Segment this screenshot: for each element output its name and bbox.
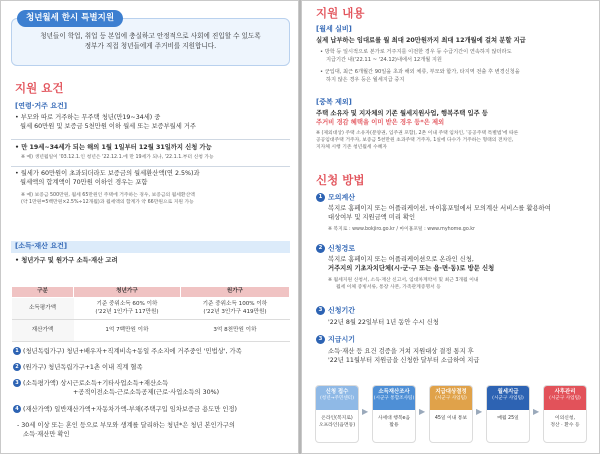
flow-step-body: 사세대 행복e음 활용 [377, 416, 411, 428]
flow-step-subtitle: (시군구 통합조사팀) [373, 396, 415, 402]
intro-line-2: 정부가 직접 청년들에게 주거비를 지원합니다. [84, 41, 217, 50]
step-2-title [316, 244, 355, 254]
step-3-label: 신청기간 [328, 306, 356, 315]
support-note-3: • 군입대, 최근 6개월간 90일을 초과 해외 체류, 부모와 합가, 타지역 전출 후 변경신청을 [320, 69, 520, 76]
duplicate-note-1: ※ (제외대상) 주택 소유자(분양권, 입주권 포함), 2촌 이내 주택 임차인, '공공주택 특별법'에 따른 [316, 131, 519, 136]
divider [11, 166, 290, 167]
age-note-2 [21, 193, 291, 207]
step-2-line-2: 거주지의 기초자치단체(시·군·구 또는 읍·면·동)로 방문 신청 [328, 264, 495, 272]
flow-step-3 [429, 385, 473, 443]
flow-step-head [487, 386, 529, 410]
step-2-note-2: 월세 이체 증빙서류, 통장 사본, 가족관계증명서 등 [336, 284, 441, 290]
step-2-text [328, 256, 598, 274]
support-note-2: 지급기간 내('22.11 ~ '24.12)내에서 12개월 지원 [326, 56, 442, 63]
flow-step-body: 매월 25일 [497, 416, 519, 421]
income-requirements-title: [소득·재산 요건] [15, 242, 68, 250]
definition-item-3 [13, 379, 293, 398]
support-title: [월세 실비] [316, 25, 352, 33]
requirements-title: 지원 요건 [15, 81, 64, 95]
flow-step-5 [543, 385, 587, 443]
flow-step-title: 소득재산조사 [378, 389, 410, 395]
definition-note-line-1: - 30세 이상 또는 혼인 등으로 부모와 생계를 달리하는 청년*은 청년 본인가구의 [17, 422, 235, 429]
definition-note-line-2: 소득·재산만 확인 [23, 430, 70, 438]
flow-step-title: 신청 접수 [325, 389, 349, 395]
step-1-note: ※ 복지로 : www.bokjiro.go.kr / 마이홈포털 : www.myhome.go.kr [328, 227, 475, 232]
step-number: 3 [316, 335, 325, 344]
flow-step-body: 온라인(복지로) 오프라인(읍면동) [318, 416, 356, 428]
step-3-text: '22년 8월 22일부터 1년 동안 수시 신청 [328, 319, 439, 326]
table-cell: 기준 중위소득 60% 이하 ('22년 1인가구 117만원) [74, 298, 181, 320]
step-number: 1 [316, 193, 325, 202]
flow-step-subtitle: (청년→주민센터) [319, 396, 355, 402]
definition-text: (원가구) 청년독립가구+1촌 이내 직계 혈족 [23, 364, 143, 371]
step-4-line-1: 소득·재산 등 요건 검증을 거쳐 지원대상 결정 통지 후 [328, 348, 474, 355]
flow-step-subtitle: (시군구 사업팀) [435, 396, 467, 402]
step-2-label: 신청경로 [328, 244, 356, 253]
age-requirements-title: [연령·거주 요건] [15, 102, 68, 110]
step-1-title [316, 193, 355, 203]
age-bullet-3 [15, 170, 290, 188]
flow-step-head [544, 386, 586, 410]
flow-arrow-icon: ▶ [419, 407, 426, 416]
duplicate-notes [316, 131, 596, 152]
age-bullet-1 [15, 114, 290, 132]
step-number: 2 [316, 244, 325, 253]
step-3-title [316, 306, 355, 316]
age-note-2-line-2: (약 1만원=5백만원×2.5%÷12개월)과 월세액의 합계가 약 66만원으로 지원 가능 [21, 199, 194, 205]
right-page [301, 0, 600, 454]
flow-step-head [316, 386, 358, 410]
duplicate-text [316, 110, 596, 128]
number-badge: 4 [13, 405, 21, 413]
age-bullet-3-line-1: • 월세가 60만원이 초과되더라도 보증금의 월세환산액(연 2.5%)과 [15, 170, 200, 177]
definition-note [17, 422, 293, 440]
step-1-line-1: 복지로 홈페이지 또는 어플리케이션, 마이홈포털에서 모의계산 서비스를 활용하여 [328, 205, 551, 212]
duplicate-note-2: 공공임대주택 거주자, 보증금 5천만원 초과주택 거주자, 1실에 다수가 거주하는 형태의 전차인, [316, 137, 514, 143]
table-cell: 재산가액 [12, 320, 74, 342]
table-header: 구분 [12, 287, 74, 298]
flow-step-head [430, 386, 472, 410]
step-4-label: 지급시기 [328, 335, 356, 344]
duplicate-line-2: 주거비 경감 혜택을 이미 받은 경우 등*은 제외 [316, 118, 445, 126]
age-bullet-1-line-2: 월세 60만원 및 보증금 5천만원 이하 월세 또는 보증부월세 거주 [20, 122, 197, 130]
step-2-line-1: 복지로 홈페이지 또는 어플리케이션으로 온라인 신청, [328, 256, 474, 263]
left-page [0, 0, 299, 454]
table-header: 청년가구 [74, 287, 181, 298]
flow-step-title: 월세지급 [497, 389, 519, 395]
flow-step-4 [486, 385, 530, 443]
income-table [11, 286, 290, 342]
support-note-4: 하지 않은 경우 등은 월세지급 중지 [326, 76, 405, 83]
step-4-text [328, 348, 598, 366]
flow-step-subtitle: (시군구 사업팀) [549, 396, 581, 402]
income-bullet-1: • 청년가구 및 원가구 소득·재산 고려 [15, 257, 118, 264]
content-title: 지원 내용 [316, 6, 365, 20]
step-number: 3 [316, 306, 325, 315]
table-row [12, 298, 290, 320]
duplicate-title: [중복 제외] [316, 98, 352, 106]
age-bullet-1-line-1: • 부모와 따로 거주하는 무주택 청년(만19~34세) 중 [15, 114, 161, 121]
flow-step-2 [372, 385, 416, 443]
number-badge: 3 [13, 379, 21, 387]
flow-step-title: 사후관리 [554, 389, 576, 395]
number-badge: 2 [13, 363, 21, 371]
age-bullet-2: • 만 19세~34세가 되는 해의 1월 1일부터 12월 31일까지 신청 가능 [15, 144, 212, 151]
flow-arrow-icon: ▶ [533, 407, 540, 416]
flow-step-head [373, 386, 415, 410]
duplicate-line-1: 주택 소유자 및 지자체의 기존 월세지원사업, 행복주택 입주 등 [316, 110, 488, 117]
duplicate-note-3: 지자체 시행 기존 청년월세 수혜자 [316, 144, 387, 150]
table-cell: 3억 8천만원 이하 [180, 320, 289, 342]
flow-arrow-icon: ▶ [476, 407, 483, 416]
apply-title: 신청 방법 [316, 173, 365, 187]
step-2-note-1: ※ 월세지원 신청서, 소득·재산 신고서, 임대차계약서 및 최근 3개월 이내 [328, 278, 479, 283]
support-note-1: • 방학 등 일시적으로 본가로 거주지를 이전한 경우 등 수급기간이 연속하지 않더라도 [320, 49, 512, 55]
banner-title: 청년월세 한시 특별지원 [17, 10, 123, 27]
table-row [12, 320, 290, 342]
definition-item-1 [13, 347, 293, 357]
flow-step-1 [315, 385, 359, 443]
table-cell: 기준 중위소득 100% 이하 ('22년 3인가구 419만원) [180, 298, 289, 320]
step-2-notes [328, 278, 598, 292]
step-1-text [328, 205, 598, 223]
definition-text: (청년독립가구) 청년+배우자+직계비속+동일 주소지에 거주중인 '민법상', 가족 [23, 348, 242, 355]
divider [11, 139, 290, 140]
table-cell: 소득평가액 [12, 298, 74, 320]
definition-text: +공적이전소득-근로소득공제(근로·사업소득의 30%) [73, 388, 220, 396]
definition-text: (소득평가액) 상시근로소득+기타사업소득+재산소득 [23, 380, 169, 387]
number-badge: 1 [13, 347, 21, 355]
step-4-title [316, 335, 355, 345]
table-cell: 1억 7백만원 이하 [74, 320, 181, 342]
step-4-line-2: '22년 11월부터 지원금을 신청한 달부터 소급하여 지급 [328, 356, 480, 364]
flow-step-subtitle: (시군구 사업팀) [492, 396, 524, 402]
age-bullet-3-line-2: 월세액의 합계액이 70만원 이하인 경우는 포함 [20, 178, 148, 186]
table-header: 원가구 [180, 287, 289, 298]
support-notes [320, 49, 598, 84]
definition-item-4 [13, 405, 293, 415]
flow-arrow-icon: ▶ [362, 407, 369, 416]
age-note-2-line-1: ※ 예) 보증금 500만원, 월세 65만원인 주택에 거주하는 경우, 보증금의 월세환산액 [21, 193, 195, 198]
definition-text: (재산가액) 일반재산가액+자동차가액-부채(주택구입 임차보증금 용도만 인정) [23, 406, 237, 413]
step-1-line-2: 대상여부 및 지원금액 미리 확인 [328, 213, 416, 221]
definition-item-2 [13, 363, 293, 373]
flow-step-body: 45일 이내 통보 [434, 416, 468, 421]
step-1-label: 모의계산 [328, 193, 356, 202]
age-note-1: ※ 예) 생년월일이 '03.12.1.인 청년은 '22.12.1.에 만 19세가 되나, '22.1.1.부터 신청 가능 [21, 155, 214, 160]
flow-step-body: 이의신청, 정산 · 환수 등 [550, 416, 580, 428]
support-line-1: 실제 납부하는 임대료를 월 최대 20만원까지 최대 12개월에 걸쳐 분할 지급 [316, 37, 526, 44]
flow-step-title: 지급대상결정 [435, 389, 467, 395]
intro-line-1: 청년들이 학업, 취업 등 본업에 충실하고 안정적으로 사회에 진입할 수 있도록 [40, 32, 261, 40]
